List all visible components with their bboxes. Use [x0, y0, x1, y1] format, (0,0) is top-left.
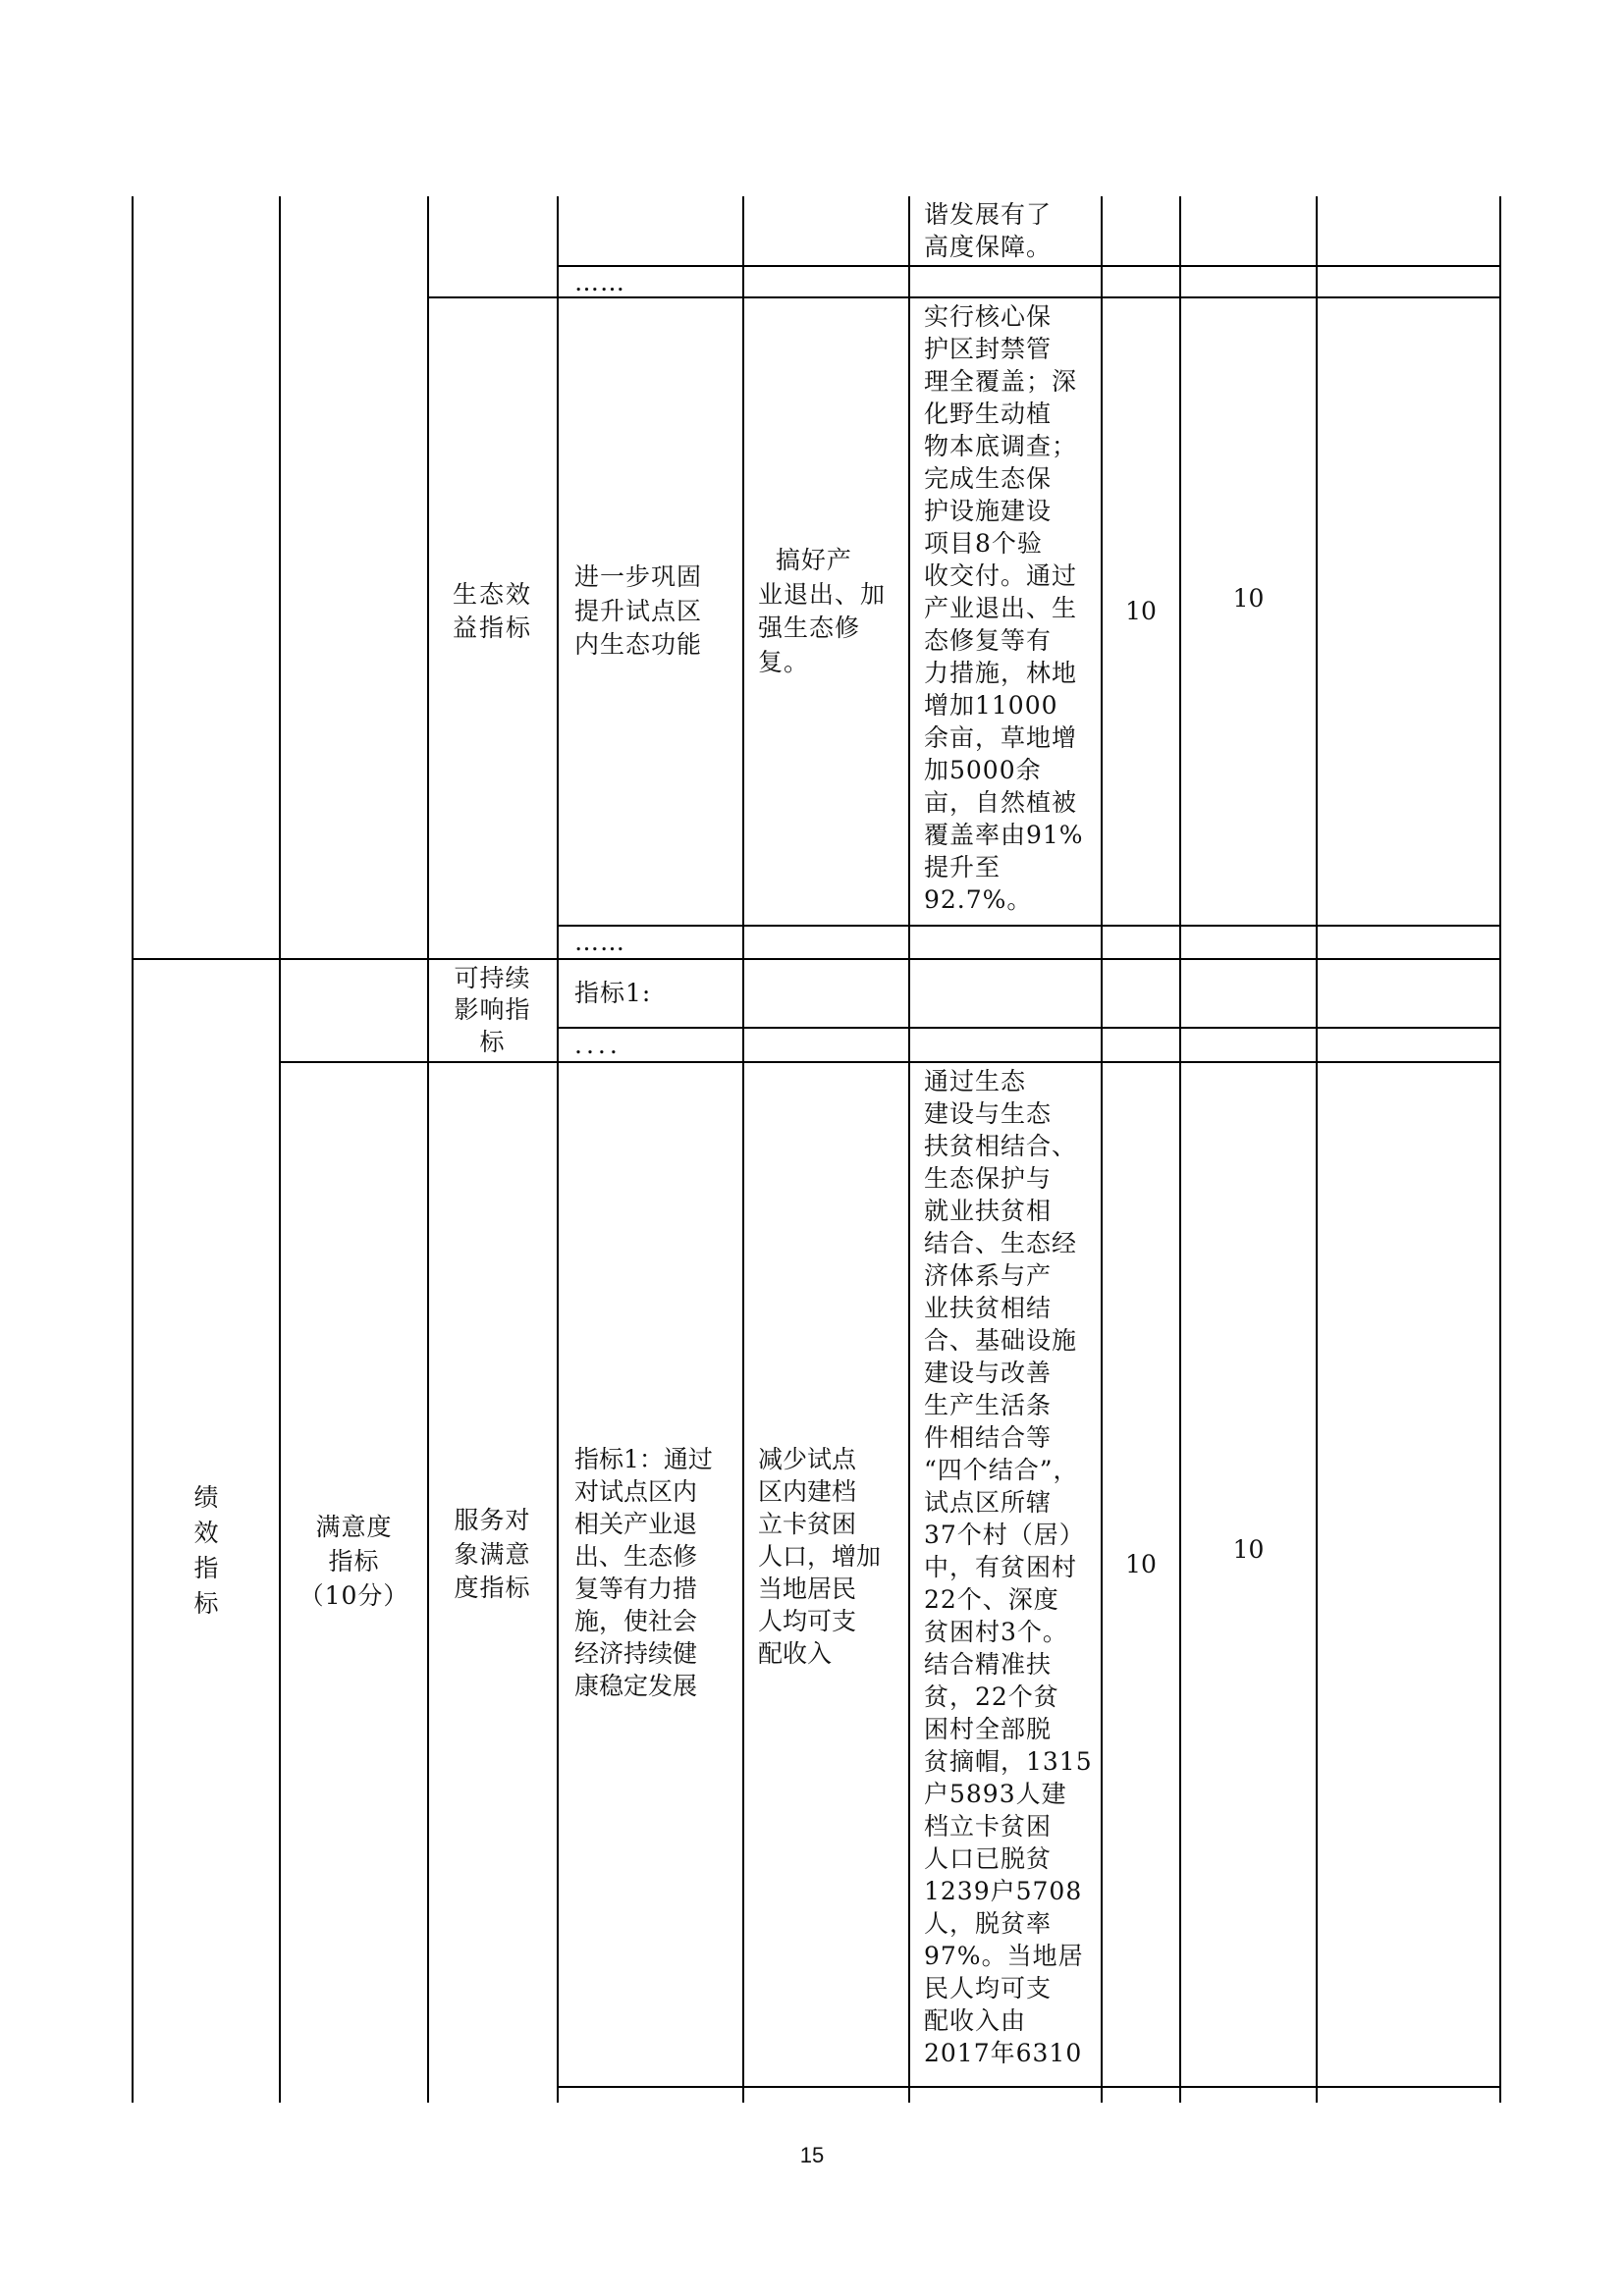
grid-line: [557, 2086, 1501, 2088]
eco-weight: 10: [1125, 596, 1157, 625]
satisfaction-result: 通过生态 建设与生态 扶贫相结合、 生态保护与 就业扶贫相 结合、生态经 济体系与产 业扶贫相结 合、基础设施 建设与改善 生产生活条 件相结合等 “四个结合”， 试点区所辖 37个村（居） 中，有贫困村 22个、深度 贫困村3个。 结合精准扶 贫，22个贫 困村全部脱 贫摘帽，1315 户5893人建 档立卡贫困 人口已脱贫 1239户5708 人，脱贫率 97%。当地居 民人均可支 配收入由 2017年6310: [924, 1067, 1093, 2067]
grid-line: [132, 958, 1501, 960]
eco-category: 生态效 益指标: [452, 579, 532, 642]
eco-result: 实行核心保 护区封禁管 理全覆盖；深 化野生动植 物本底调查； 完成生态保 护设施建设 项目8个验 收交付。通过 产业退出、生 态修复等有 力措施，林地 增加11000 余亩，草地增 加5000余 亩，自然植被 覆盖率由91% 提升至 92.7%。: [924, 302, 1084, 914]
grid-line: [1316, 196, 1318, 2103]
satisfaction-target-cell: [744, 1063, 908, 2086]
eco-category-cell: [428, 298, 557, 925]
grid-line: [908, 196, 910, 2103]
eco-indicator: 进一步巩固 提升试点区 内生态功能: [574, 562, 703, 660]
satisfaction-category: 服务对 象满意 度指标: [454, 1506, 531, 1603]
grid-line: [557, 925, 1501, 927]
grid-line: [557, 265, 1501, 267]
grid-line: [557, 1027, 1501, 1029]
ellipsis-row: ……: [574, 928, 625, 956]
eco-target-cell: [744, 298, 908, 925]
sustain-ellipsis: ....: [574, 1031, 622, 1059]
ellipsis-row: ……: [574, 268, 625, 296]
eco-indicator-cell: [559, 298, 742, 925]
sustain-category: 可持续 影响指 标: [454, 963, 531, 1056]
satisfaction-target: 减少试点 区内建档 立卡贫困 人口，增加 当地居民 人均可支 配收入: [758, 1444, 882, 1668]
level1-category: [134, 960, 279, 2103]
satisfaction-indicator: 指标1：通过 对试点区内 相关产业退 出、生态修 复等有力措 施，使社会 经济持续健 康稳定发展: [574, 1445, 713, 1700]
eco-target: 搞好产 业退出、加 强生态修 复。: [758, 546, 887, 676]
satisfaction-level2-cell: [281, 1063, 427, 2103]
page-number: 15: [799, 2143, 825, 2167]
level1-label: 绩 效 指 标: [193, 1482, 219, 1619]
eco-score: 10: [1232, 583, 1265, 613]
satisfaction-level2: 满意度 指标 （10分）: [298, 1512, 409, 1610]
sustain-category-cell: [428, 960, 557, 1061]
sustain-indicator: 指标1:: [574, 979, 652, 1007]
satisfaction-category-cell: [428, 1063, 557, 2086]
grid-line: [1499, 196, 1501, 2103]
satisfaction-indicator-cell: [559, 1063, 742, 2086]
satisfaction-weight: 10: [1125, 1549, 1157, 1578]
result-cell-continued: 谐发展有了 高度保障。: [924, 200, 1053, 261]
satisfaction-score: 10: [1232, 1534, 1265, 1564]
